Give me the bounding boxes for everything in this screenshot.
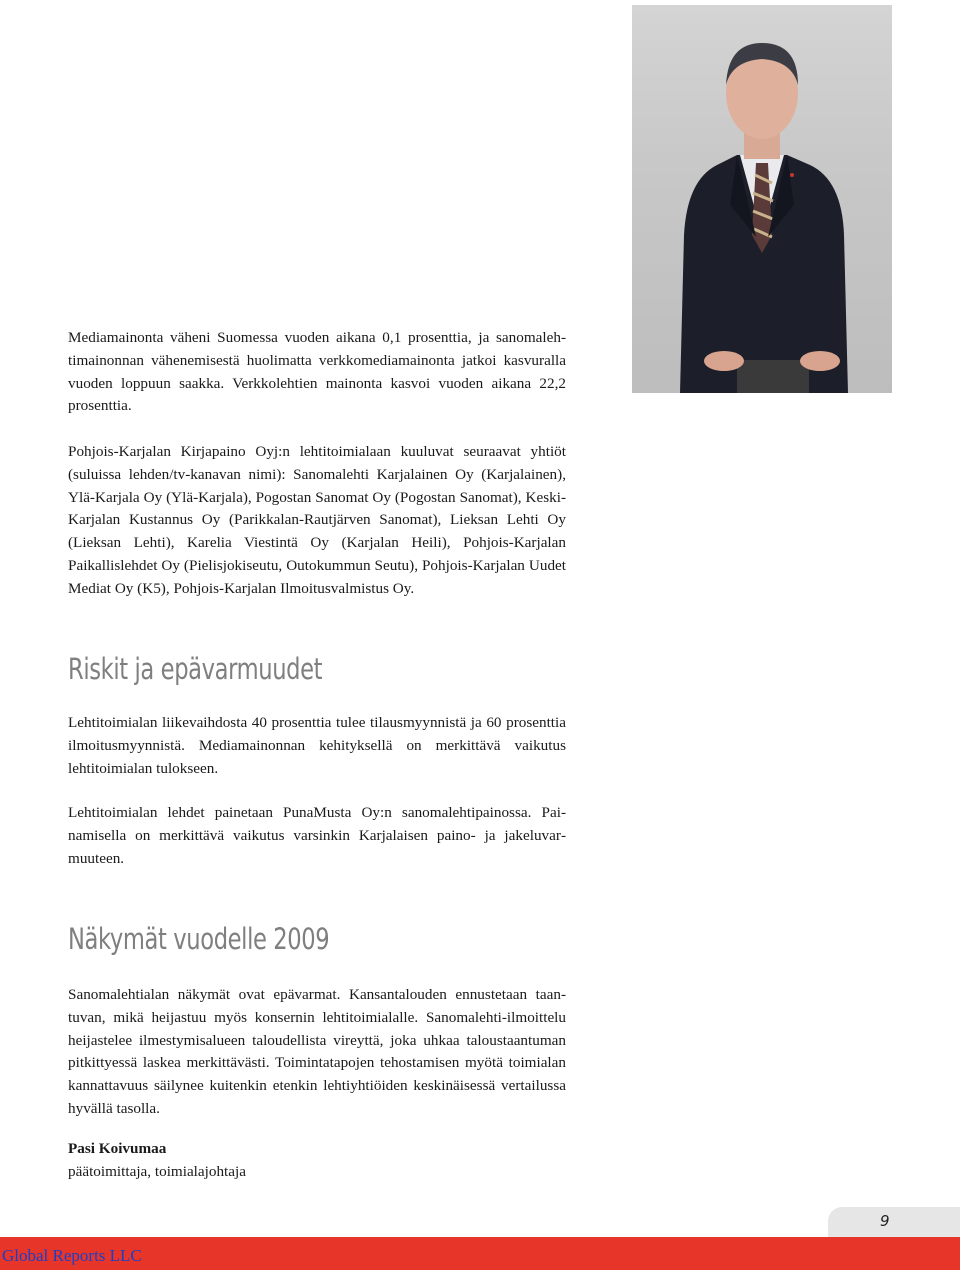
page-number: 9 (880, 1212, 890, 1230)
outlook-paragraph: Sanomalehtialan näkymät ovat epävarmat. Kansantalouden ennustetaan taantuvan, mikä heijastuu myös konsernin lehtitoimialalle. Sanomalehti-ilmoittelu heijastelee ilmestymisalueen taloudellista vireyttä, joka uhkaa taloustaantuman pitkittyessä laskea merkittävästi. Toimintatapojen tehostamisen myötä toimialan kannattavuus säilynee kuitenkin etenkin lehtiyhtiöiden keskinäisessä vertailussa hyvällä tasolla. (68, 986, 566, 1117)
section-heading-outlook: Näkymät vuodelle 2009 (68, 922, 330, 956)
section-heading-risks: Riskit ja epävarmuudet (68, 652, 323, 686)
risks-paragraph-1: Lehtitoimialan liikevaihdosta 40 prosenttia tulee tilausmyynnistä ja 60 prosenttia ilmoitusmyynnistä. Mediamainonnan kehityksellä on merkittävä vaikutus lehtitoimialan tulokseen. (68, 714, 566, 777)
signature-title: päätoimittaja, toimialajohtaja (68, 1163, 246, 1180)
signature-name: Pasi Koivumaa (68, 1140, 167, 1157)
portrait-illustration (632, 5, 892, 393)
footer-watermark-text: Global Reports LLC (2, 1246, 142, 1265)
intro-paragraph: Mediamainonta väheni Suomessa vuoden aikana 0,1 prosenttia, ja sanomalehtimainonnan vähenemisestä huolimatta verkkomediamainonta jatkoi kasvuralla vuoden loppuun saakka. Verkkolehtien mainonta kasvoi vuoden aikana 22,2 prosenttia. (68, 329, 566, 415)
companies-paragraph: Pohjois-Karjalan Kirjapaino Oyj:n lehtitoimialaan kuuluvat seuraavat yhtiöt (suluissa lehden/tv-kanavan nimi): Sanomalehti Karjalainen Oy (Karjalainen), Ylä-Karjala Oy (Ylä-Karjala), Pogostan Sanomat Oy (Pogostan Sanomat), Keski-Karjalan Kustannus Oy (Parikkalan-Rautjärven Sanomat), Lieksan Lehti Oy (Lieksan Lehti), Karelia Viestintä Oy (Karjalan Heili), Pohjois-Karjalan Paikallislehdet Oy (Pielisjokiseutu, Outokummun Seutu), Pohjois-Karjalan Uudet Mediat Oy (K5), Pohjois-Karjalan Ilmoitusvalmistus Oy. (68, 443, 566, 597)
footer-bar (0, 1237, 960, 1270)
page-number-tab (828, 1207, 960, 1237)
risks-paragraph-2: Lehtitoimialan lehdet painetaan PunaMusta Oy:n sanomalehtipainossa. Painamisella on merkittävä vaikutus varsinkin Karjalaisen paino- ja jakeluvarmuuteen. (68, 804, 566, 867)
portrait-photo (632, 5, 892, 393)
